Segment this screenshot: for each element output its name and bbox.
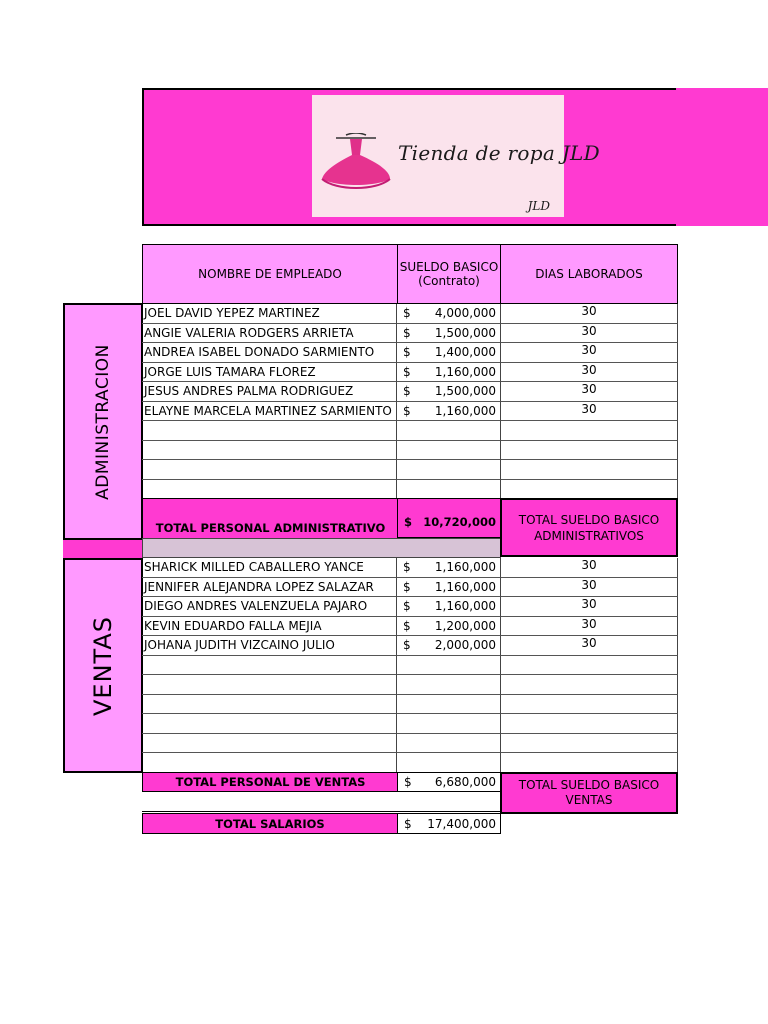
employee-salary: $ 1,400,000 (397, 343, 501, 363)
table-row (142, 421, 678, 441)
employee-name (142, 675, 397, 695)
header-employee-name: NOMBRE DE EMPLEADO (142, 244, 398, 304)
grand-total-label: TOTAL SALARIOS (142, 813, 398, 834)
table-row (142, 578, 678, 598)
employee-days (501, 675, 678, 695)
employee-name: KEVIN EDUARDO FALLA MEJIA (142, 617, 397, 637)
employee-days (501, 460, 678, 480)
admin-total-spacer-left (142, 538, 398, 558)
employee-days (501, 714, 678, 734)
header-banner-extension (676, 88, 768, 226)
employee-salary (397, 753, 501, 773)
employee-days: 30 (501, 402, 678, 422)
sales-total-note: TOTAL SUELDO BASICO VENTAS (500, 772, 678, 814)
admin-total-value: $ 10,720,000 (397, 498, 501, 538)
employee-salary: $ 1,160,000 (397, 558, 501, 578)
employee-salary (397, 695, 501, 715)
employee-name (142, 753, 397, 773)
employee-salary (397, 675, 501, 695)
employee-name (142, 714, 397, 734)
employee-days (501, 421, 678, 441)
logo-initials: JLD (527, 199, 550, 213)
table-row (142, 363, 678, 383)
table-row (142, 656, 678, 676)
employee-salary: $ 1,160,000 (397, 402, 501, 422)
employee-salary (397, 460, 501, 480)
employee-salary (397, 734, 501, 754)
employee-days: 30 (501, 324, 678, 344)
table-row (142, 402, 678, 422)
employee-days (501, 695, 678, 715)
employee-name (142, 441, 397, 461)
employee-salary: $ 2,000,000 (397, 636, 501, 656)
employee-days: 30 (501, 558, 678, 578)
logo-title: Tienda de ropa JLD (398, 141, 600, 165)
admin-total-note: TOTAL SUELDO BASICO ADMINISTRATIVOS (500, 498, 678, 557)
section-admin: ADMINISTRACION (63, 303, 143, 540)
employee-days: 30 (501, 636, 678, 656)
employee-days (501, 441, 678, 461)
employee-name: DIEGO ANDRES VALENZUELA PAJARO (142, 597, 397, 617)
employee-days: 30 (501, 304, 678, 324)
table-row (142, 558, 678, 578)
employee-salary: $ 1,160,000 (397, 363, 501, 383)
employee-days (501, 480, 678, 500)
employee-name: JENNIFER ALEJANDRA LOPEZ SALAZAR (142, 578, 397, 598)
employee-name (142, 421, 397, 441)
table-row (142, 695, 678, 715)
employee-salary: $ 1,500,000 (397, 382, 501, 402)
employee-name: JESUS ANDRES PALMA RODRIGUEZ (142, 382, 397, 402)
admin-total-label: TOTAL PERSONAL ADMINISTRATIVO (142, 498, 398, 557)
table-row (142, 636, 678, 656)
employee-name: JOEL DAVID YEPEZ MARTINEZ (142, 304, 397, 324)
dress-icon (316, 133, 396, 193)
employee-salary: $ 1,200,000 (397, 617, 501, 637)
header-base-salary: SUELDO BASICO (Contrato) (397, 244, 501, 304)
sales-total-value: $ 6,680,000 (397, 772, 501, 792)
table-row (142, 675, 678, 695)
section-divider (63, 540, 143, 558)
employee-name: ANDREA ISABEL DONADO SARMIENTO (142, 343, 397, 363)
admin-total-spacer (397, 538, 501, 558)
employee-name (142, 480, 397, 500)
grand-total-value: $ 17,400,000 (397, 813, 501, 834)
employee-salary (397, 480, 501, 500)
table-row (142, 753, 678, 773)
employee-days (501, 656, 678, 676)
table-row (142, 441, 678, 461)
table-row (142, 597, 678, 617)
employee-name (142, 695, 397, 715)
sales-total-label: TOTAL PERSONAL DE VENTAS (142, 772, 398, 792)
employee-name: ANGIE VALERIA RODGERS ARRIETA (142, 324, 397, 344)
sales-table (142, 558, 678, 773)
employee-salary: $ 1,160,000 (397, 597, 501, 617)
employee-days (501, 753, 678, 773)
employee-days: 30 (501, 597, 678, 617)
employee-days: 30 (501, 578, 678, 598)
admin-table (142, 304, 678, 499)
table-row (142, 382, 678, 402)
store-logo (312, 95, 600, 217)
employee-name: ELAYNE MARCELA MARTINEZ SARMIENTO (142, 402, 397, 422)
employee-salary: $ 1,160,000 (397, 578, 501, 598)
section-sales: VENTAS (63, 558, 143, 773)
employee-name: JOHANA JUDITH VIZCAINO JULIO (142, 636, 397, 656)
employee-salary (397, 421, 501, 441)
table-row (142, 734, 678, 754)
employee-salary (397, 441, 501, 461)
employee-name: SHARICK MILLED CABALLERO YANCE (142, 558, 397, 578)
sales-total-blank-row (142, 792, 501, 812)
employee-name (142, 460, 397, 480)
employee-days: 30 (501, 363, 678, 383)
table-row (142, 460, 678, 480)
employee-name (142, 734, 397, 754)
employee-name: JORGE LUIS TAMARA FLOREZ (142, 363, 397, 383)
employee-days (501, 734, 678, 754)
employee-days: 30 (501, 617, 678, 637)
table-row (142, 343, 678, 363)
employee-name (142, 656, 397, 676)
table-row (142, 480, 678, 500)
table-row (142, 304, 678, 324)
employee-salary (397, 714, 501, 734)
employee-days: 30 (501, 343, 678, 363)
employee-salary: $ 1,500,000 (397, 324, 501, 344)
table-row (142, 617, 678, 637)
employee-salary (397, 656, 501, 676)
table-row (142, 714, 678, 734)
employee-days: 30 (501, 382, 678, 402)
table-row (142, 324, 678, 344)
header-days-worked: DIAS LABORADOS (500, 244, 678, 304)
employee-salary: $ 4,000,000 (397, 304, 501, 324)
